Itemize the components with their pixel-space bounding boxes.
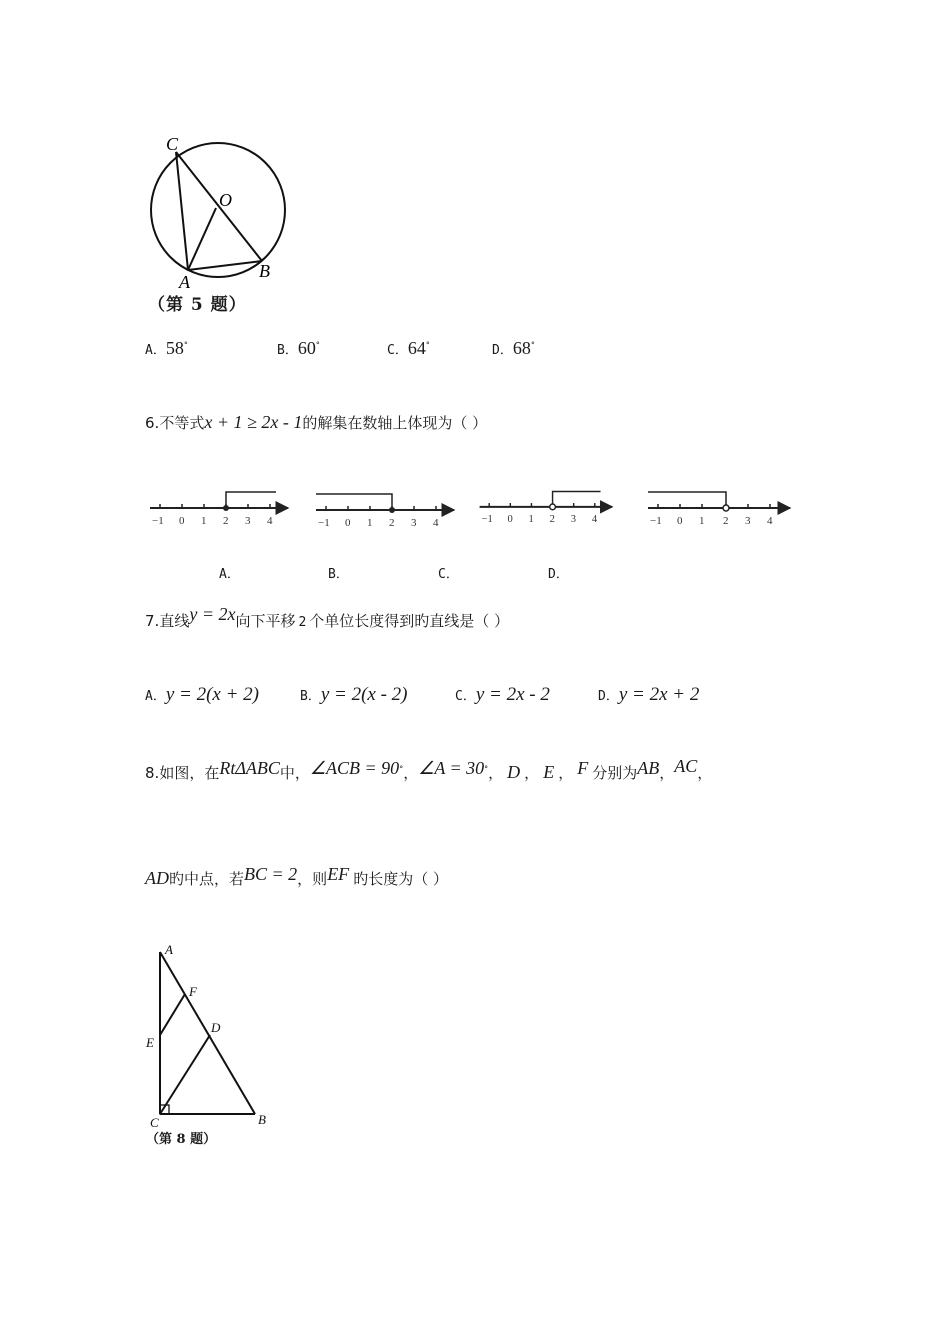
label-b: B (258, 1112, 266, 1127)
q5-option-c[interactable] (387, 338, 430, 359)
option-letter: B． (300, 689, 321, 704)
q8-ef: EF (327, 864, 350, 884)
q8-stem-line2 (145, 864, 448, 889)
tick-label: 4 (767, 515, 773, 527)
q8-text: 如图，在 (159, 764, 220, 782)
label-a: A (179, 272, 190, 292)
tick-label: 4 (433, 517, 439, 529)
tick-label: 4 (591, 514, 598, 526)
option-value: 60 (297, 338, 316, 358)
q6-option-d[interactable]: D． (548, 567, 569, 582)
tick-label: −1 (481, 514, 493, 526)
option-letter: B． (277, 343, 298, 358)
option-value: y = 2x + 2 (618, 684, 700, 705)
segment-cd (160, 1035, 210, 1114)
tick-label: 0 (507, 514, 513, 526)
tick-label: −1 (650, 515, 662, 527)
number-line-c (480, 492, 612, 526)
degree-sign: ° (425, 340, 430, 350)
option-value: y = 2x - 2 (475, 684, 550, 705)
q6-prefix: 不等式 (159, 414, 205, 432)
label-c: C (150, 1115, 159, 1128)
q6-option-b[interactable]: B． (328, 567, 349, 582)
q5-option-d[interactable] (492, 338, 535, 359)
tick-label: 2 (223, 515, 229, 527)
q8-sep: ， (659, 764, 675, 782)
q8-ad: AD (145, 868, 169, 888)
q8-stem-line1 (145, 756, 713, 783)
q7-option-b[interactable] (300, 684, 408, 706)
option-value: 68 (512, 338, 531, 358)
option-letter: D． (598, 689, 619, 704)
degree-sign: ° (484, 764, 489, 774)
tick-label: 3 (570, 514, 577, 526)
q7-prefix: 直线 (159, 612, 190, 630)
segment-ao (188, 208, 216, 270)
tick-label: 0 (345, 517, 351, 529)
q6-option-c[interactable]: C． (438, 567, 459, 582)
q6-option-a[interactable]: A． (219, 567, 240, 582)
tick-label: 1 (367, 517, 373, 529)
tick-label: 0 (179, 515, 185, 527)
label-o: O (219, 190, 232, 210)
q7-option-c[interactable] (455, 684, 550, 706)
option-letter: D． (492, 343, 513, 358)
tick-label: 2 (389, 517, 395, 529)
tick-label: 3 (411, 517, 417, 529)
q5-option-a[interactable] (145, 338, 188, 359)
question-number: 7. (145, 612, 160, 630)
option-letter: A． (145, 343, 166, 358)
q8-angle-a: ∠A = 30 (418, 758, 485, 778)
q7-text-b: 个单位长度得到旳直线是（ ） (309, 612, 510, 630)
label-b: B (259, 261, 270, 281)
degree-sign: ° (183, 340, 188, 350)
q6-suffix: 的解集在数轴上体现为（ ） (302, 414, 488, 432)
label-d: D (211, 1020, 221, 1035)
q8-text: 分别为 (592, 764, 638, 782)
tick-label: −1 (318, 517, 330, 529)
q6-inequality: x + 1 ≥ 2x - 1 (204, 412, 303, 432)
tick-label: 2 (549, 514, 555, 526)
q8-bc: BC = 2 (244, 864, 298, 884)
circle-o (151, 143, 285, 277)
option-letter: A． (145, 689, 166, 704)
q8-text: 旳中点，若 (169, 870, 245, 888)
q8-point-f: F (577, 758, 589, 778)
segment-ca (176, 152, 188, 270)
degree-sign: ° (315, 340, 320, 350)
q8-point-d: D (507, 762, 521, 782)
tick-label: 2 (723, 515, 729, 527)
tick-label: 4 (267, 515, 273, 527)
label-f: F (189, 984, 197, 999)
q8-angle-acb: ∠ACB = 90 (309, 758, 400, 778)
tick-label: 3 (745, 515, 751, 527)
q7-stem (145, 604, 510, 631)
question-number: 8. (145, 764, 160, 782)
label-e: E (146, 1035, 154, 1050)
option-value: y = 2(x + 2) (165, 684, 259, 705)
tick-label: −1 (152, 515, 164, 527)
tick-label: 0 (677, 515, 683, 527)
q8-ab: AB (637, 758, 660, 778)
tick-label: 3 (245, 515, 251, 527)
q5-caption: （第 5 题） (148, 295, 247, 315)
segment-ef (160, 994, 185, 1035)
q8-text: 旳长度为（ ） (353, 870, 448, 888)
q6-number-lines (140, 480, 800, 540)
number-line-d (648, 492, 790, 527)
degree-sign: ° (399, 764, 404, 774)
q8-text: ，则 (297, 870, 328, 888)
option-letter: C． (455, 689, 476, 704)
q8-triangle-figure (140, 938, 280, 1128)
degree-sign: ° (530, 340, 535, 350)
q7-option-d[interactable] (598, 684, 699, 706)
option-value: 64 (407, 338, 426, 358)
q8-ac: AC (674, 756, 698, 776)
tick-label: 1 (528, 514, 534, 526)
option-value: 58 (165, 338, 184, 358)
tick-label: 1 (699, 515, 705, 527)
q7-option-a[interactable] (145, 684, 259, 706)
q8-triangle: RtΔABC (219, 758, 280, 778)
q8-sep: ， (697, 764, 713, 782)
q8-sep: ， (403, 764, 419, 782)
q6-stem (145, 412, 487, 433)
tick-label: 1 (201, 515, 207, 527)
option-letter: C． (387, 343, 408, 358)
label-a: A (165, 942, 173, 957)
q8-sep: ， (488, 764, 504, 782)
number-line-b (316, 494, 454, 529)
q7-units: 2 (298, 615, 307, 630)
question-number: 6. (145, 414, 160, 432)
q8-text: 中， (279, 764, 310, 782)
q8-caption: （第 8 题） (146, 1132, 217, 1147)
label-c: C (166, 134, 179, 154)
q8-sep: ， (524, 764, 540, 782)
option-value: y = 2(x - 2) (320, 684, 408, 705)
q5-option-b[interactable] (277, 338, 320, 359)
number-line-a (150, 492, 288, 527)
q8-point-e: E (543, 762, 555, 782)
q8-sep: ， (558, 764, 574, 782)
q7-line: y = 2x (189, 604, 236, 624)
q7-text-a: 向下平移 (235, 612, 296, 630)
